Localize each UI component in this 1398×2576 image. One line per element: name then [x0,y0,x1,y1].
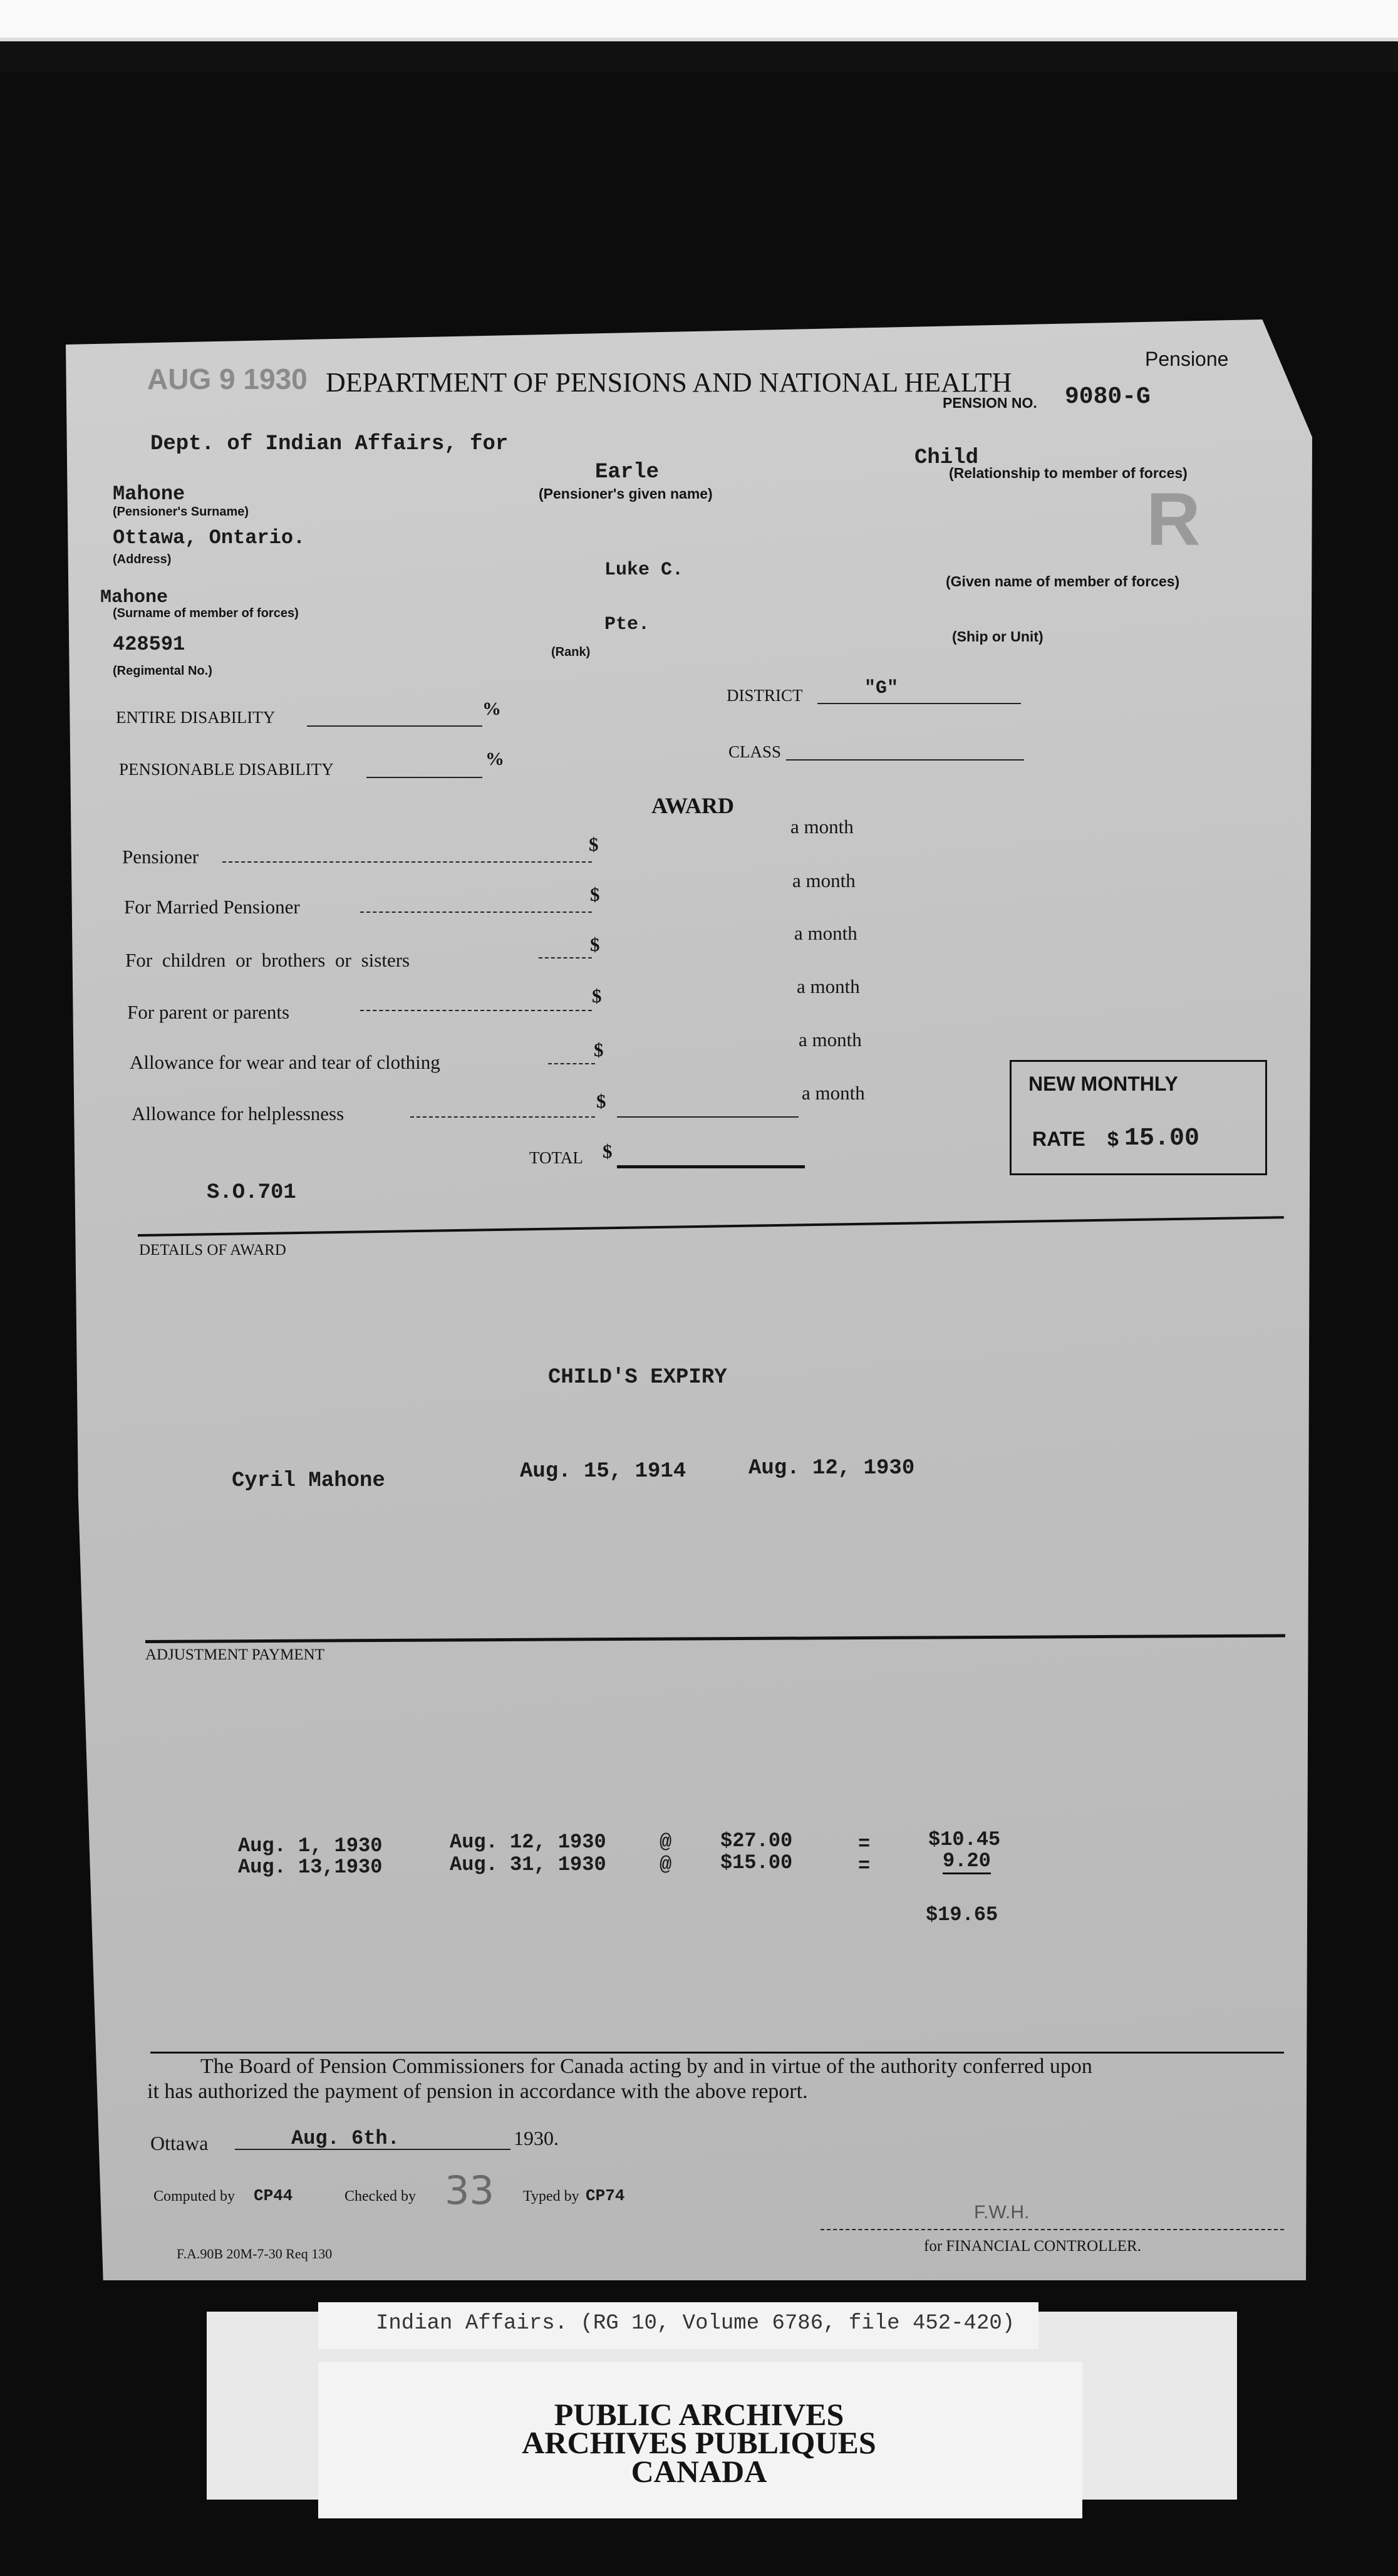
pensionable-disability-line [366,777,482,778]
corner-label: Pensione [1145,348,1229,370]
award-per-month-married: a month [792,870,856,891]
award-label-parents: For parent or parents [127,1001,290,1023]
details-heading: CHILD'S EXPIRY [548,1366,727,1389]
registry-stamp: R [1146,477,1201,561]
pensionable-disability-label: PENSIONABLE DISABILITY [119,760,334,779]
award-label-helplessness: Allowance for helplessness [132,1103,344,1124]
adj-row-2-amount: 9.20 [943,1849,991,1874]
adj-row-1-at: @ [660,1831,672,1854]
scan-top-margin [0,0,1398,38]
district-value: "G" [864,678,899,699]
signature-line [821,2229,1284,2230]
typed-by: CP74 [586,2186,625,2205]
pension-no-label: PENSION NO. [943,395,1037,411]
award-line-married [360,911,592,913]
award-per-month-children: a month [794,922,857,944]
pensioner-address: Ottawa, Ontario. [113,526,306,549]
award-currency-clothing: $ [594,1039,604,1061]
order-code: S.O.701 [207,1181,296,1205]
award-per-month-pensioner: a month [790,816,854,838]
unit-caption: (Ship or Unit) [952,628,1043,645]
given-name-caption: (Pensioner's given name) [539,486,713,502]
controller-label: for FINANCIAL CONTROLLER. [924,2238,1141,2255]
computed-label: Computed by [153,2188,235,2205]
award-heading: AWARD [651,793,735,818]
relationship: Child [914,446,979,470]
adj-row-1-rate: $27.00 [720,1829,793,1852]
adj-row-2-to: Aug. 31, 1930 [450,1853,606,1876]
regimental-no-caption: (Regimental No.) [113,664,212,678]
adj-row-2-at: @ [660,1853,672,1876]
child-name: Cyril Mahone [232,1469,385,1493]
award-per-month-parents: a month [797,975,860,997]
award-label-married: For Married Pensioner [124,896,300,918]
adj-row-2-eq: = [858,1854,871,1877]
member-given-name: Luke C. [604,559,684,581]
adjustment-label: ADJUSTMENT PAYMENT [145,1646,324,1663]
pensioner-surname: Mahone [113,482,185,506]
footer-divider [150,2052,1284,2054]
new-rate-value: 15.00 [1124,1124,1200,1153]
award-label-children [125,949,410,972]
rank: Pte. [604,614,650,635]
details-label: DETAILS OF AWARD [139,1242,286,1259]
entire-disability-line [307,725,482,727]
pensioner-line: Dept. of Indian Affairs, for [150,432,509,456]
adj-row-1-from: Aug. 1, 1930 [238,1834,383,1857]
form-title: DEPARTMENT OF PENSIONS AND NATIONAL HEALTH [326,367,1012,398]
class-label: CLASS [728,742,782,761]
regimental-no: 428591 [113,633,185,656]
award-line-clothing [548,1063,595,1064]
award-label-clothing: Allowance for wear and tear of clothing [130,1051,440,1073]
signed-year: 1930. [514,2127,559,2149]
award-currency-children: $ [590,933,600,955]
pensioner-surname-caption: (Pensioner's Surname) [113,505,249,519]
district-label: DISTRICT [727,686,803,705]
entire-percent: % [482,699,501,719]
award-per-month-helplessness: a month [802,1082,865,1104]
date-stamp: AUG 9 1930 [147,363,308,395]
new-rate-currency: $ [1107,1128,1119,1150]
award-line-helplessness [410,1116,595,1118]
pensionable-percent: % [485,749,504,769]
computed-by: CP44 [254,2186,293,2205]
adj-row-1-eq: = [858,1832,871,1856]
pension-no: 9080-G [1065,383,1151,410]
member-surname-caption: (Surname of member of forces) [113,606,299,620]
new-rate-label-2: RATE [1032,1128,1085,1150]
award-amount-line-helplessness [617,1116,799,1118]
rank-caption: (Rank) [551,645,591,659]
award-currency-parents: $ [592,985,602,1007]
relationship-caption: (Relationship to member of forces) [949,465,1188,481]
checked-label: Checked by [344,2188,416,2205]
award-label-children-text: For children or brothers or sisters [125,949,410,971]
adj-row-2-rate: $15.00 [720,1851,793,1874]
award-currency-pensioner: $ [589,833,599,855]
place-label: Ottawa [150,2132,209,2154]
adj-row-1-amount: $10.45 [928,1828,1001,1851]
adj-total: $19.65 [926,1903,998,1926]
total-currency: $ [603,1140,613,1162]
controller-initials: F.W.H. [974,2202,1030,2223]
form-code: F.A.90B 20M-7-30 Req 130 [177,2246,333,2262]
archive-line-1: PUBLIC ARCHIVES [554,2397,844,2432]
checked-by: 33 [445,2168,494,2213]
award-currency-helplessness: $ [596,1090,606,1112]
adj-row-1-to: Aug. 12, 1930 [450,1831,606,1854]
award-label-pensioner: Pensioner [122,846,199,868]
address-caption: (Address) [113,553,172,566]
award-per-month-clothing: a month [799,1029,862,1051]
award-line-parents [360,1010,592,1011]
new-rate-label-1: NEW MONTHLY [1028,1072,1178,1095]
board-text-2: it has authorized the payment of pension in accordance with the above report. [147,2080,808,2103]
member-given-name-caption: (Given name of member of forces) [946,573,1180,589]
child-birth-date: Aug. 15, 1914 [520,1460,686,1483]
board-text-1: The Board of Pension Commissioners for Canada acting by and in virtue of the authority conferred upon [200,2055,1092,2078]
member-surname: Mahone [100,587,168,608]
award-line-children [539,957,592,958]
total-label: TOTAL [529,1148,583,1167]
archive-line-2: ARCHIVES PUBLIQUES [522,2425,876,2460]
district-line [817,703,1021,704]
total-line [617,1165,805,1168]
award-line-pensioner [222,861,592,863]
entire-disability-label: ENTIRE DISABILITY [116,708,276,727]
typed-label: Typed by [523,2188,579,2205]
adj-row-2-from: Aug. 13,1930 [238,1856,383,1879]
archive-reference: Indian Affairs. (RG 10, Volume 6786, file 452-420) [376,2312,1015,2335]
scan-border [0,38,1398,73]
archive-line-3: CANADA [631,2454,767,2489]
class-line [786,759,1024,761]
pensioner-given-name: Earle [595,460,660,484]
award-currency-married: $ [590,883,600,905]
child-expiry-date: Aug. 12, 1930 [748,1457,915,1480]
signed-date: Aug. 6th. [291,2127,400,2150]
